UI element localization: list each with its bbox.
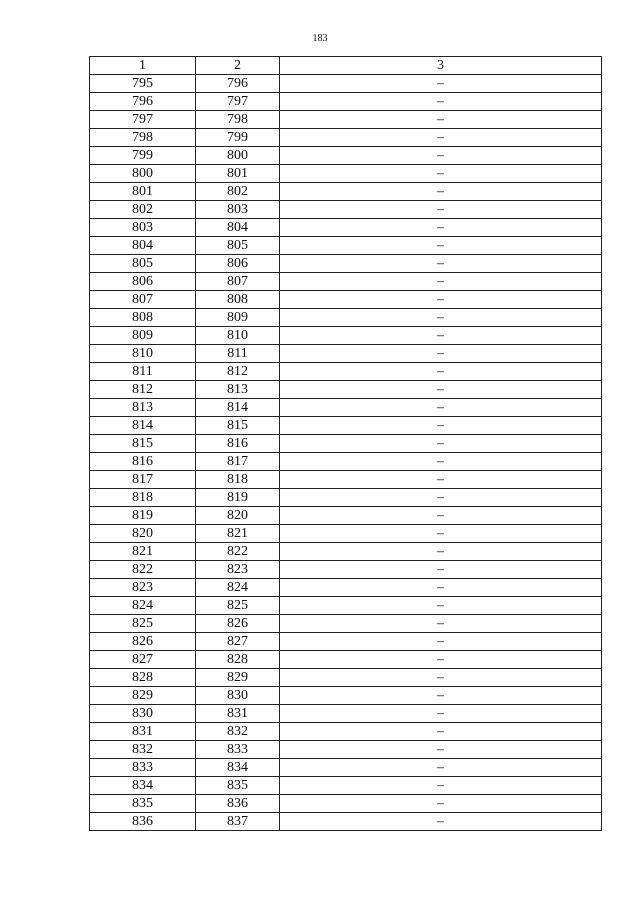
table-row: [90, 777, 602, 795]
table-cell-col-1: 827: [90, 651, 196, 669]
table-row: [90, 345, 602, 363]
table-cell-col-1: 823: [90, 579, 196, 597]
table-row: [90, 489, 602, 507]
table-row: [90, 633, 602, 651]
table-cell-col-2: 798: [196, 111, 280, 129]
table-cell-col-2: 820: [196, 507, 280, 525]
table-cell-col-2: 816: [196, 435, 280, 453]
table-cell-col-1: 799: [90, 147, 196, 165]
table-cell-col-1: 806: [90, 273, 196, 291]
header-row: [90, 57, 602, 75]
table-cell-col-2: 804: [196, 219, 280, 237]
table-row: [90, 165, 602, 183]
table-cell-col-1: 804: [90, 237, 196, 255]
table-cell-col-1: 829: [90, 687, 196, 705]
column-header-1: 1: [90, 57, 196, 75]
table-cell-col-3: –: [280, 183, 602, 201]
table-row: [90, 201, 602, 219]
table-cell-col-1: 797: [90, 111, 196, 129]
table-cell-col-1: 805: [90, 255, 196, 273]
table-cell-col-3: –: [280, 669, 602, 687]
table-cell-col-3: –: [280, 687, 602, 705]
table-cell-col-2: 818: [196, 471, 280, 489]
table-cell-col-1: 809: [90, 327, 196, 345]
table-cell-col-2: 801: [196, 165, 280, 183]
table-cell-col-3: –: [280, 435, 602, 453]
table-row: [90, 381, 602, 399]
table-cell-col-3: –: [280, 813, 602, 831]
table-row: [90, 273, 602, 291]
table-cell-col-3: –: [280, 759, 602, 777]
table-cell-col-2: 805: [196, 237, 280, 255]
table-row: [90, 399, 602, 417]
table-cell-col-2: 834: [196, 759, 280, 777]
table-row: [90, 183, 602, 201]
table-header: [90, 57, 602, 75]
table-cell-col-2: 796: [196, 75, 280, 93]
table-row: [90, 291, 602, 309]
table-cell-col-1: 831: [90, 723, 196, 741]
table-row: [90, 759, 602, 777]
table-cell-col-1: 795: [90, 75, 196, 93]
table-cell-col-1: 820: [90, 525, 196, 543]
table-cell-col-3: –: [280, 741, 602, 759]
table-cell-col-2: 831: [196, 705, 280, 723]
table-cell-col-1: 826: [90, 633, 196, 651]
table-cell-col-1: 811: [90, 363, 196, 381]
table-row: [90, 543, 602, 561]
table-cell-col-3: –: [280, 129, 602, 147]
table-cell-col-3: –: [280, 597, 602, 615]
table-cell-col-2: 800: [196, 147, 280, 165]
table-cell-col-2: 817: [196, 453, 280, 471]
table-row: [90, 561, 602, 579]
table-cell-col-2: 803: [196, 201, 280, 219]
table-cell-col-2: 807: [196, 273, 280, 291]
page-number: 183: [312, 33, 328, 44]
table-cell-col-3: –: [280, 471, 602, 489]
table-cell-col-1: 813: [90, 399, 196, 417]
table-row: [90, 327, 602, 345]
table-cell-col-2: 812: [196, 363, 280, 381]
table-cell-col-1: 835: [90, 795, 196, 813]
table-cell-col-2: 815: [196, 417, 280, 435]
table-cell-col-1: 801: [90, 183, 196, 201]
table-cell-col-2: 828: [196, 651, 280, 669]
table-cell-col-2: 822: [196, 543, 280, 561]
column-header-3: 3: [280, 57, 602, 75]
table-cell-col-3: –: [280, 309, 602, 327]
table-cell-col-3: –: [280, 345, 602, 363]
table-cell-col-3: –: [280, 723, 602, 741]
table-cell-col-3: –: [280, 147, 602, 165]
table-row: [90, 435, 602, 453]
table-cell-col-2: 823: [196, 561, 280, 579]
table-row: [90, 237, 602, 255]
table-row: [90, 93, 602, 111]
table-cell-col-1: 802: [90, 201, 196, 219]
table-row: [90, 669, 602, 687]
table-cell-col-3: –: [280, 705, 602, 723]
table-row: [90, 507, 602, 525]
table-cell-col-3: –: [280, 561, 602, 579]
table-cell-col-3: –: [280, 219, 602, 237]
table-cell-col-3: –: [280, 633, 602, 651]
table-row: [90, 471, 602, 489]
table-cell-col-2: 836: [196, 795, 280, 813]
table-cell-col-3: –: [280, 327, 602, 345]
table-row: [90, 705, 602, 723]
table-cell-col-3: –: [280, 651, 602, 669]
data-table: [89, 56, 602, 831]
table-cell-col-2: 802: [196, 183, 280, 201]
table-cell-col-1: 814: [90, 417, 196, 435]
table-cell-col-2: 825: [196, 597, 280, 615]
table-cell-col-2: 810: [196, 327, 280, 345]
table-cell-col-1: 810: [90, 345, 196, 363]
table-cell-col-3: –: [280, 273, 602, 291]
table-cell-col-2: 826: [196, 615, 280, 633]
table-row: [90, 723, 602, 741]
table-cell-col-3: –: [280, 111, 602, 129]
table-cell-col-1: 830: [90, 705, 196, 723]
table-cell-col-1: 796: [90, 93, 196, 111]
table-cell-col-2: 809: [196, 309, 280, 327]
table-cell-col-3: –: [280, 75, 602, 93]
table-row: [90, 363, 602, 381]
column-header-2: 2: [196, 57, 280, 75]
table-row: [90, 111, 602, 129]
table-cell-col-1: 824: [90, 597, 196, 615]
table-cell-col-2: 827: [196, 633, 280, 651]
table-cell-col-1: 833: [90, 759, 196, 777]
table-cell-col-3: –: [280, 201, 602, 219]
table-row: [90, 147, 602, 165]
table-cell-col-1: 803: [90, 219, 196, 237]
table-row: [90, 813, 602, 831]
table-cell-col-1: 807: [90, 291, 196, 309]
table-cell-col-3: –: [280, 417, 602, 435]
table-cell-col-3: –: [280, 363, 602, 381]
table-cell-col-1: 818: [90, 489, 196, 507]
table-row: [90, 597, 602, 615]
table-cell-col-3: –: [280, 615, 602, 633]
table-cell-col-2: 830: [196, 687, 280, 705]
table-cell-col-2: 824: [196, 579, 280, 597]
table-cell-col-1: 822: [90, 561, 196, 579]
table-cell-col-3: –: [280, 93, 602, 111]
table-cell-col-2: 829: [196, 669, 280, 687]
table-cell-col-3: –: [280, 291, 602, 309]
table-cell-col-2: 808: [196, 291, 280, 309]
table-row: [90, 129, 602, 147]
table-cell-col-3: –: [280, 579, 602, 597]
table-row: [90, 417, 602, 435]
table-row: [90, 741, 602, 759]
table-row: [90, 453, 602, 471]
table-cell-col-3: –: [280, 543, 602, 561]
table-row: [90, 579, 602, 597]
table-cell-col-3: –: [280, 255, 602, 273]
table-row: [90, 309, 602, 327]
table-cell-col-1: 825: [90, 615, 196, 633]
table-cell-col-1: 798: [90, 129, 196, 147]
table-cell-col-2: 832: [196, 723, 280, 741]
table-cell-col-2: 799: [196, 129, 280, 147]
table-cell-col-1: 832: [90, 741, 196, 759]
table-cell-col-3: –: [280, 489, 602, 507]
table-cell-col-3: –: [280, 399, 602, 417]
table-cell-col-1: 828: [90, 669, 196, 687]
table-cell-col-2: 814: [196, 399, 280, 417]
table-cell-col-2: 797: [196, 93, 280, 111]
table-cell-col-3: –: [280, 777, 602, 795]
table-cell-col-1: 834: [90, 777, 196, 795]
table-cell-col-1: 808: [90, 309, 196, 327]
table-row: [90, 525, 602, 543]
table-cell-col-3: –: [280, 453, 602, 471]
table-body: [90, 75, 602, 831]
table-row: [90, 687, 602, 705]
table-cell-col-1: 800: [90, 165, 196, 183]
table-cell-col-3: –: [280, 381, 602, 399]
table-cell-col-1: 815: [90, 435, 196, 453]
table-cell-col-1: 821: [90, 543, 196, 561]
table-cell-col-2: 821: [196, 525, 280, 543]
table-cell-col-3: –: [280, 165, 602, 183]
table-cell-col-3: –: [280, 795, 602, 813]
table-cell-col-3: –: [280, 237, 602, 255]
table-cell-col-1: 812: [90, 381, 196, 399]
table-row: [90, 615, 602, 633]
table-cell-col-2: 813: [196, 381, 280, 399]
table-cell-col-1: 836: [90, 813, 196, 831]
table-cell-col-3: –: [280, 507, 602, 525]
table-row: [90, 219, 602, 237]
table-cell-col-2: 819: [196, 489, 280, 507]
table-cell-col-1: 816: [90, 453, 196, 471]
table-row: [90, 651, 602, 669]
table-cell-col-2: 806: [196, 255, 280, 273]
table-cell-col-2: 835: [196, 777, 280, 795]
table-row: [90, 795, 602, 813]
table-cell-col-2: 811: [196, 345, 280, 363]
table-cell-col-1: 817: [90, 471, 196, 489]
table-cell-col-1: 819: [90, 507, 196, 525]
table-cell-col-3: –: [280, 525, 602, 543]
table-cell-col-2: 837: [196, 813, 280, 831]
table-row: [90, 255, 602, 273]
table-cell-col-2: 833: [196, 741, 280, 759]
table-row: [90, 75, 602, 93]
